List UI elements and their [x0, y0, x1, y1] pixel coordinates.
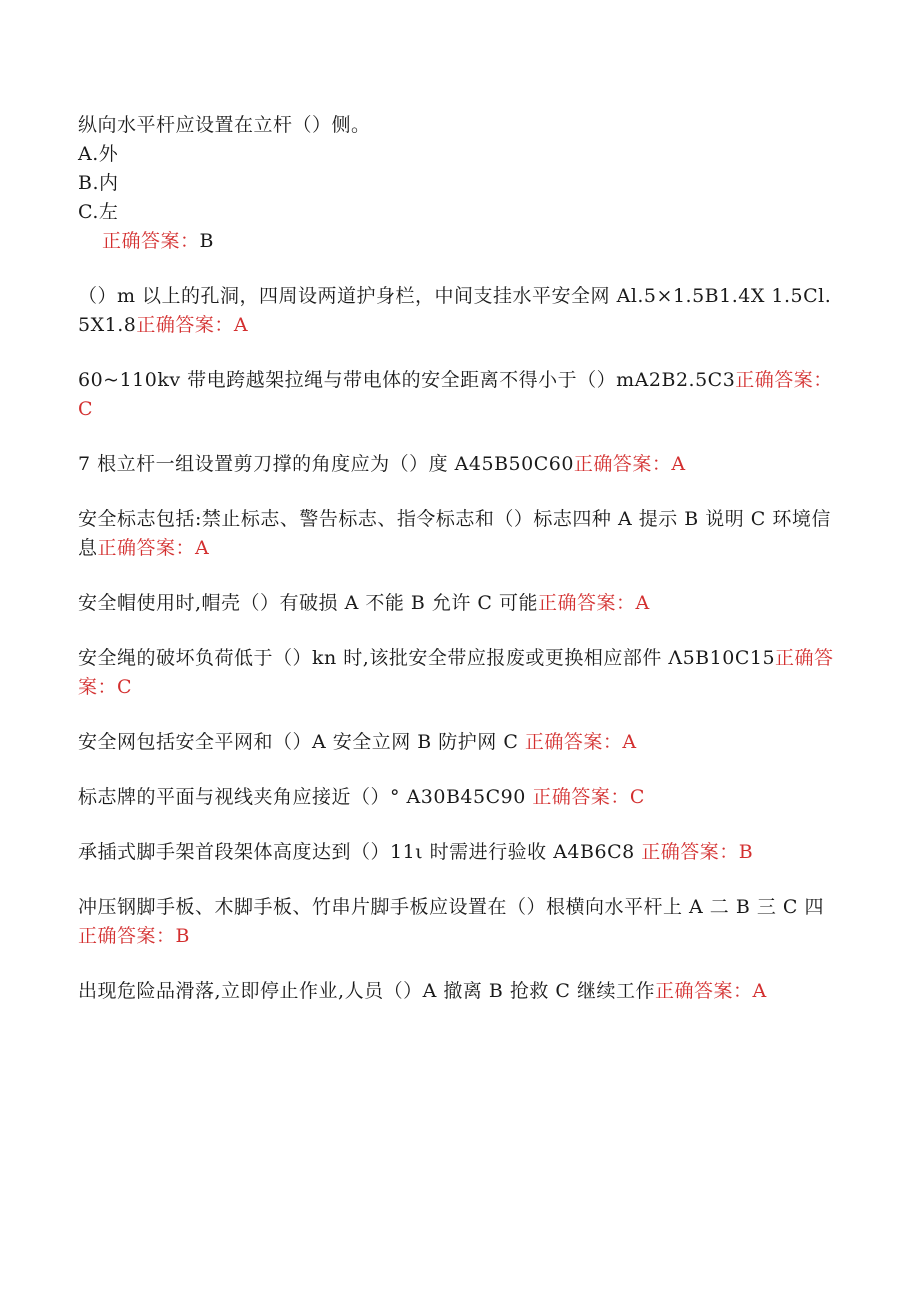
question-6-text: 安全帽使用时,帽壳（）有破损 A 不能 B 允许 C 可能	[78, 592, 538, 614]
question-2-answer: 正确答案：A	[136, 314, 249, 336]
question-9	[78, 783, 838, 812]
question-1	[78, 111, 838, 256]
question-3-text: 60~110kv 带电跨越架拉绳与带电体的安全距离不得小于（）mA2B2.5C3	[78, 369, 736, 391]
question-11-answer: 正确答案：B	[78, 925, 190, 947]
question-1-stem: 纵向水平杆应设置在立杆（）侧。	[78, 114, 371, 136]
question-9-text: 标志牌的平面与视线夹角应接近（）° A30B45C90	[78, 786, 533, 808]
question-1-answer-line	[78, 227, 838, 256]
question-10-answer: 正确答案：B	[641, 841, 754, 863]
question-10	[78, 838, 838, 867]
question-4	[78, 450, 838, 479]
question-9-answer: 正确答案：C	[532, 786, 645, 808]
question-12-text: 出现危险品滑落,立即停止作业,人员（）A 撤离 B 抢救 C 继续工作	[78, 980, 655, 1002]
question-1-option-b: B.内	[78, 172, 119, 194]
question-12-answer: 正确答案：A	[655, 980, 767, 1002]
question-10-text: 承插式脚手架首段架体高度达到（）11ι 时需进行验收 A4B6C8	[78, 841, 642, 863]
question-1-option-c: C.左	[78, 201, 119, 223]
question-4-text: 7 根立杆一组设置剪刀撑的角度应为（）度 A45B50C60	[78, 453, 574, 475]
question-11	[78, 893, 838, 951]
document-page	[78, 111, 838, 1032]
question-1-option-a: A.外	[78, 143, 119, 165]
question-6-answer: 正确答案：A	[538, 592, 650, 614]
question-2	[78, 282, 838, 340]
question-3	[78, 366, 838, 424]
question-11-text: 冲压钢脚手板、木脚手板、竹串片脚手板应设置在（）根横向水平杆上 A 二 B 三 C 四	[78, 896, 824, 918]
question-7-answer: 正确答案：C	[78, 647, 834, 698]
question-4-answer: 正确答案：A	[573, 453, 686, 475]
question-8	[78, 728, 838, 757]
question-5	[78, 505, 838, 563]
question-1-answer-value: B	[199, 230, 214, 252]
question-1-answer-label: 正确答案：	[102, 230, 200, 252]
question-12	[78, 977, 838, 1006]
question-6	[78, 589, 838, 618]
question-5-answer: 正确答案：A	[97, 537, 210, 559]
question-7	[78, 644, 838, 702]
question-5-text: 安全标志包括:禁止标志、警告标志、指令标志和（）标志四种 A 提示 B 说明 C 环境信息	[78, 508, 831, 559]
question-7-text: 安全绳的破坏负荷低于（）kn 时,该批安全带应报废或更换相应部件 Λ5B10C15	[78, 647, 776, 669]
question-8-answer: 正确答案：A	[524, 731, 637, 753]
question-2-text: （）m 以上的孔洞，四周设两道护身栏，中间支挂水平安全网 Al.5×1.5B1.4X 1.5Cl.5X1.8	[78, 285, 832, 336]
question-8-text: 安全网包括安全平网和（）A 安全立网 B 防护网 C	[78, 731, 525, 753]
question-3-answer: 正确答案：C	[78, 369, 833, 420]
